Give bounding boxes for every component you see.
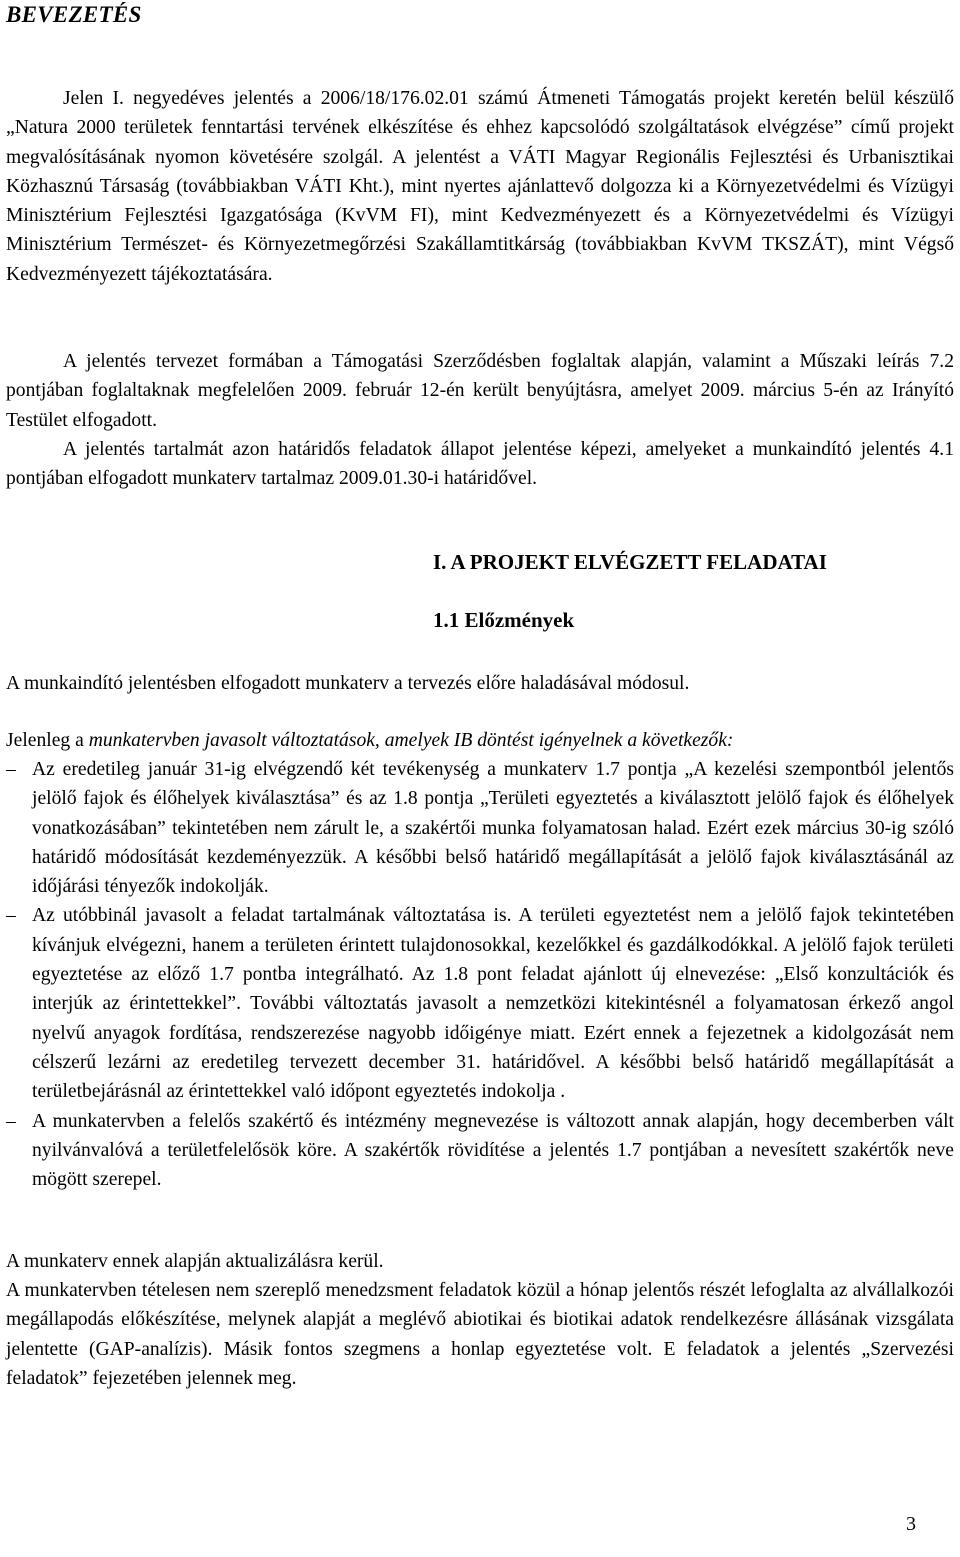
intro-paragraph-2: A jelentés tervezet formában a Támogatási Szerződésben foglaltak alapján, valamint a Műszaki leírás 7.2 pontjában foglaltaknak megfelelően 2009. február 12-én került benyújtásra, amelyet 2009. március 5-én az Irányító Testület elfogadott. [6, 351, 954, 431]
intro-paragraph-3: A jelentés tartalmát azon határidős feladatok állapot jelentése képezi, amelyeket a munkaindító jelentés 4.1 pontjában elfogadott munkaterv tartalmaz 2009.01.30-i határidővel. [6, 439, 954, 490]
body-paragraph-3: A munkatervben tételesen nem szereplő menedzsment feladatok közül a hónap jelentős részét lefoglalta az alvállalkozói megállapodás előkészítése, melynek alapját a meglévő abiotikai és biotikai adatok rendelkezésre állásának vizsgálata jelentette (GAP-analízis). Másik fontos szegmens a honlap egyeztetése volt. E feladatok a jelentés „Szervezési feladatok” fejezetében jelennek meg. [6, 1280, 954, 1389]
intro-paragraph-1: Jelen I. negyedéves jelentés a 2006/18/176.02.01 számú Átmeneti Támogatás projekt keretén belül készülő „Natura 2000 területek fenntartási tervének elkészítése és ehhez kapcsolódó szolgáltatások elvégzése” című projekt megvalósításának nyomon követésére szolgál. A jelentést a VÁTI Magyar Regionális Fejlesztési és Urbanisztikai Közhasznú Társaság (továbbiakban VÁTI Kht.), mint nyertes ajánlattevő dolgozza ki a Környezetvédelmi és Vízügyi Minisztérium Fejlesztési Igazgatósága (KvVM FI), mint Kedvezményezett és a Környezetvédelmi és Vízügyi Minisztérium Természet- és Környezetmegőrzési Szakállamtitkárság (továbbiakban KvVM TKSZÁT), mint Végső Kedvezményezett tájékoztatására. [6, 88, 954, 285]
subsection-title: 1.1 Előzmények [433, 608, 575, 632]
list-item: – A munkatervben a felelős szakértő és intézmény megnevezése is változott annak alapján, hogy decemberben vált nyilvánvalóvá a területfelelősök köre. A szakértők rövidítése a jelentés 1.7 pontjában a nevesített szakértők neve mögött szerepel. [6, 1107, 954, 1195]
list-item: – Az utóbbinál javasolt a feladat tartalmának változtatása is. A területi egyeztetést nem a jelölő fajok tekintetében kívánjuk elvégezni, hanem a területen érintett tulajdonosokkal, kezelőkkel és gazdálkodókkal. A jelölő fajok területi egyeztetése az előző 1.7 pontba integrálható. Az 1.8 pont feladat ajánlott új elnevezése: „Első konzultációk és interjúk az érintettekkel”. További változtatás javasolt a nemzetközi kitekintésnél a folyamatosan érkező angol nyelvű anyagok fordítása, rendszerezése nagyobb időigénye miatt. Ezért ennek a fejezetnek a kidolgozását nem célszerű lezárni az eredetileg tervezett december 31. határidővel. A későbbi belső határidő megállapítását a területbejárásnál az érintettekkel való időpont egyeztetés indokolja . [6, 901, 954, 1106]
body-paragraph-1: A munkaindító jelentésben elfogadott munkaterv a tervezés előre haladásával módosul. [6, 673, 690, 694]
document-heading: BEVEZETÉS [6, 2, 142, 27]
changes-intro-plain: Jelenleg a [6, 730, 89, 751]
section-title: I. A PROJEKT ELVÉGZETT FELADATAI [433, 550, 827, 574]
changes-intro [6, 726, 954, 755]
page-number: 3 [906, 1513, 916, 1535]
changes-list [6, 755, 954, 1194]
list-item: – Az eredetileg január 31-ig elvégzendő két tevékenység a munkaterv 1.7 pontja „A kezelési szempontból jelentős jelölő fajok és élőhelyek kiválasztása” és az 1.8 pontja „Területi egyeztetés a kiválasztott jelölő fajok és élőhelyek vonatkozásában” tekintetében nem zárult le, a szakértői munka folyamatosan halad. Ezért ezek március 30-ig szóló határidő módosítását kezdeményezzük. A későbbi belső határidő megállapítását a jelölő fajok kiválasztásánál az időjárási tényezők indokolják. [6, 755, 954, 901]
changes-intro-italic: munkatervben javasolt változtatások, amelyek IB döntést igényelnek a következők: [88, 730, 734, 751]
body-paragraph-2: A munkaterv ennek alapján aktualizálásra kerül. [6, 1251, 384, 1272]
